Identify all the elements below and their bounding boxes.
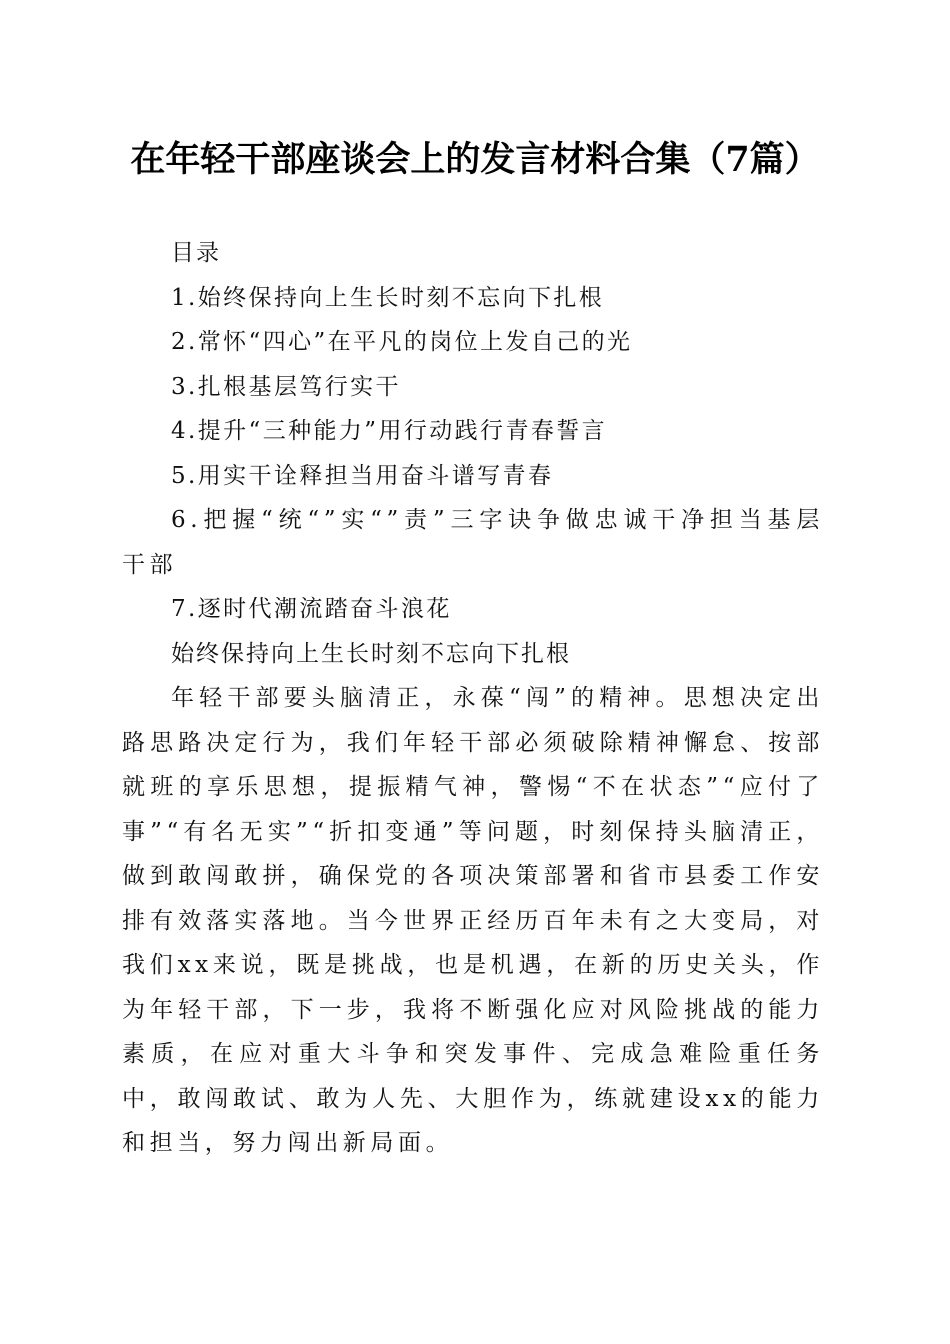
toc-item-2: 2.常怀“四心”在平凡的岗位上发自己的光 bbox=[171, 329, 633, 355]
toc-item-6: 6.把握“统“”实“”责”三字诀争做忠诚干净担当基层干部 bbox=[122, 507, 824, 578]
document-body bbox=[122, 231, 824, 1166]
toc-item-1: 1.始终保持向上生长时刻不忘向下扎根 bbox=[171, 284, 605, 311]
toc-item-4: 4.提升“三种能力”用行动践行青春誓言 bbox=[171, 418, 608, 444]
toc-item-7: 7.逐时代潮流踏奋斗浪花 bbox=[171, 596, 452, 622]
toc-item-3: 3.扎根基层笃行实干 bbox=[171, 373, 401, 400]
toc-heading: 目录 bbox=[171, 240, 221, 266]
body-paragraph: 年轻干部要头脑清正，永葆“闯”的精神。思想决定出路思路决定行为，我们年轻干部必须破除精神懈怠、按部就班的享乐思想，提振精气神，警惕“不在状态”“应付了事”“有名无实”“折扣变通”等问题，时刻保持头脑清正，做到敢闯敢拼，确保党的各项决策部署和省市县委工作安排有效落实落地。当今世界正经历百年未有之大变局，对我们xx来说，既是挑战，也是机遇，在新的历史关头，作为年轻干部，下一步，我将不断强化应对风险挑战的能力素质，在应对重大斗争和突发事件、完成急难险重任务中，敢闯敢试、敢为人先、大胆作为，练就建设xx的能力和担当，努力闯出新局面。 bbox=[122, 685, 824, 1156]
document-title: 在年轻干部座谈会上的发言材料合集（7篇） bbox=[130, 139, 820, 180]
section-heading: 始终保持向上生长时刻不忘向下扎根 bbox=[171, 640, 571, 667]
toc-item-5: 5.用实干诠释担当用奋斗谱写青春 bbox=[171, 462, 554, 489]
